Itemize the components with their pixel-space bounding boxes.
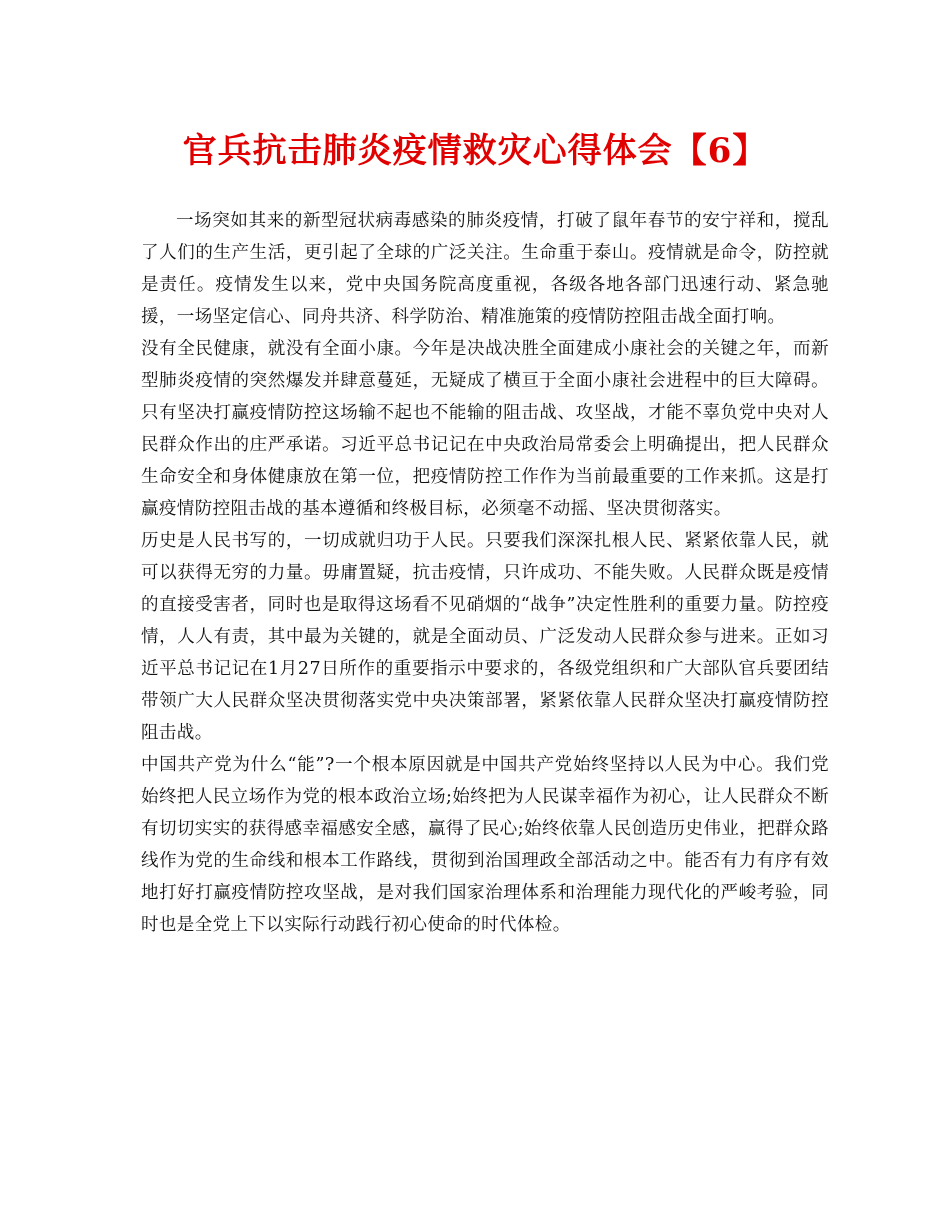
paragraph-3: 历史是人民书写的，一切成就归功于人民。只要我们深深扎根人民、紧紧依靠人民，就可以获得无穷的力量。毋庸置疑，抗击疫情，只许成功、不能失败。人民群众既是疫情的直接受害者，同时也是取得这场看不见硝烟的“战争”决定性胜利的重要力量。防控疫情，人人有责，其中最为关键的，就是全面动员、广泛发动人民群众参与进来。正如习近平总书记记在1月27日所作的重要指示中要求的，各级党组织和广大部队官兵要团结带领广大人民群众坚决贯彻落实党中央决策部署，紧紧依靠人民群众坚决打赢疫情防控阻击战。 [141, 531, 829, 743]
paragraph-2: 没有全民健康，就没有全面小康。今年是决战决胜全面建成小康社会的关键之年，而新型肺炎疫情的突然爆发并肆意蔓延，无疑成了横亘于全面小康社会进程中的巨大障碍。只有坚决打赢疫情防控这场输不起也不能输的阻击战、攻坚战，才能不辜负党中央对人民群众作出的庄严承诺。习近平总书记记在中央政治局常委会上明确提出，把人民群众生命安全和身体健康放在第一位，把疫情防控工作作为当前最重要的工作来抓。这是打赢疫情防控阻击战的基本遵循和终极目标，必须毫不动摇、坚决贯彻落实。 [141, 339, 829, 519]
paragraph-1: 一场突如其来的新型冠状病毒感染的肺炎疫情，打破了鼠年春节的安宁祥和，搅乱了人们的生产生活，更引起了全球的广泛关注。生命重于泰山。疫情就是命令，防控就是责任。疫情发生以来，党中央国务院高度重视，各级各地各部门迅速行动、紧急驰援，一场坚定信心、同舟共济、科学防治、精准施策的疫情防控阻击战全面打响。 [141, 211, 829, 327]
document-body [141, 205, 829, 941]
paragraph-4: 中国共产党为什么“能”?一个根本原因就是中国共产党始终坚持以人民为中心。我们党始终把人民立场作为党的根本政治立场;始终把为人民谋幸福作为初心，让人民群众不断有切切实实的获得感幸福感安全感，赢得了民心;始终依靠人民创造历史伟业，把群众路线作为党的生命线和根本工作路线，贯彻到治国理政全部活动之中。能否有力有序有效地打好打赢疫情防控攻坚战，是对我们国家治理体系和治理能力现代化的严峻考验，同时也是全党上下以实际行动践行初心使命的时代体检。 [141, 755, 829, 935]
page-title: 官兵抗击肺炎疫情救灾心得体会【6】 [182, 131, 768, 171]
